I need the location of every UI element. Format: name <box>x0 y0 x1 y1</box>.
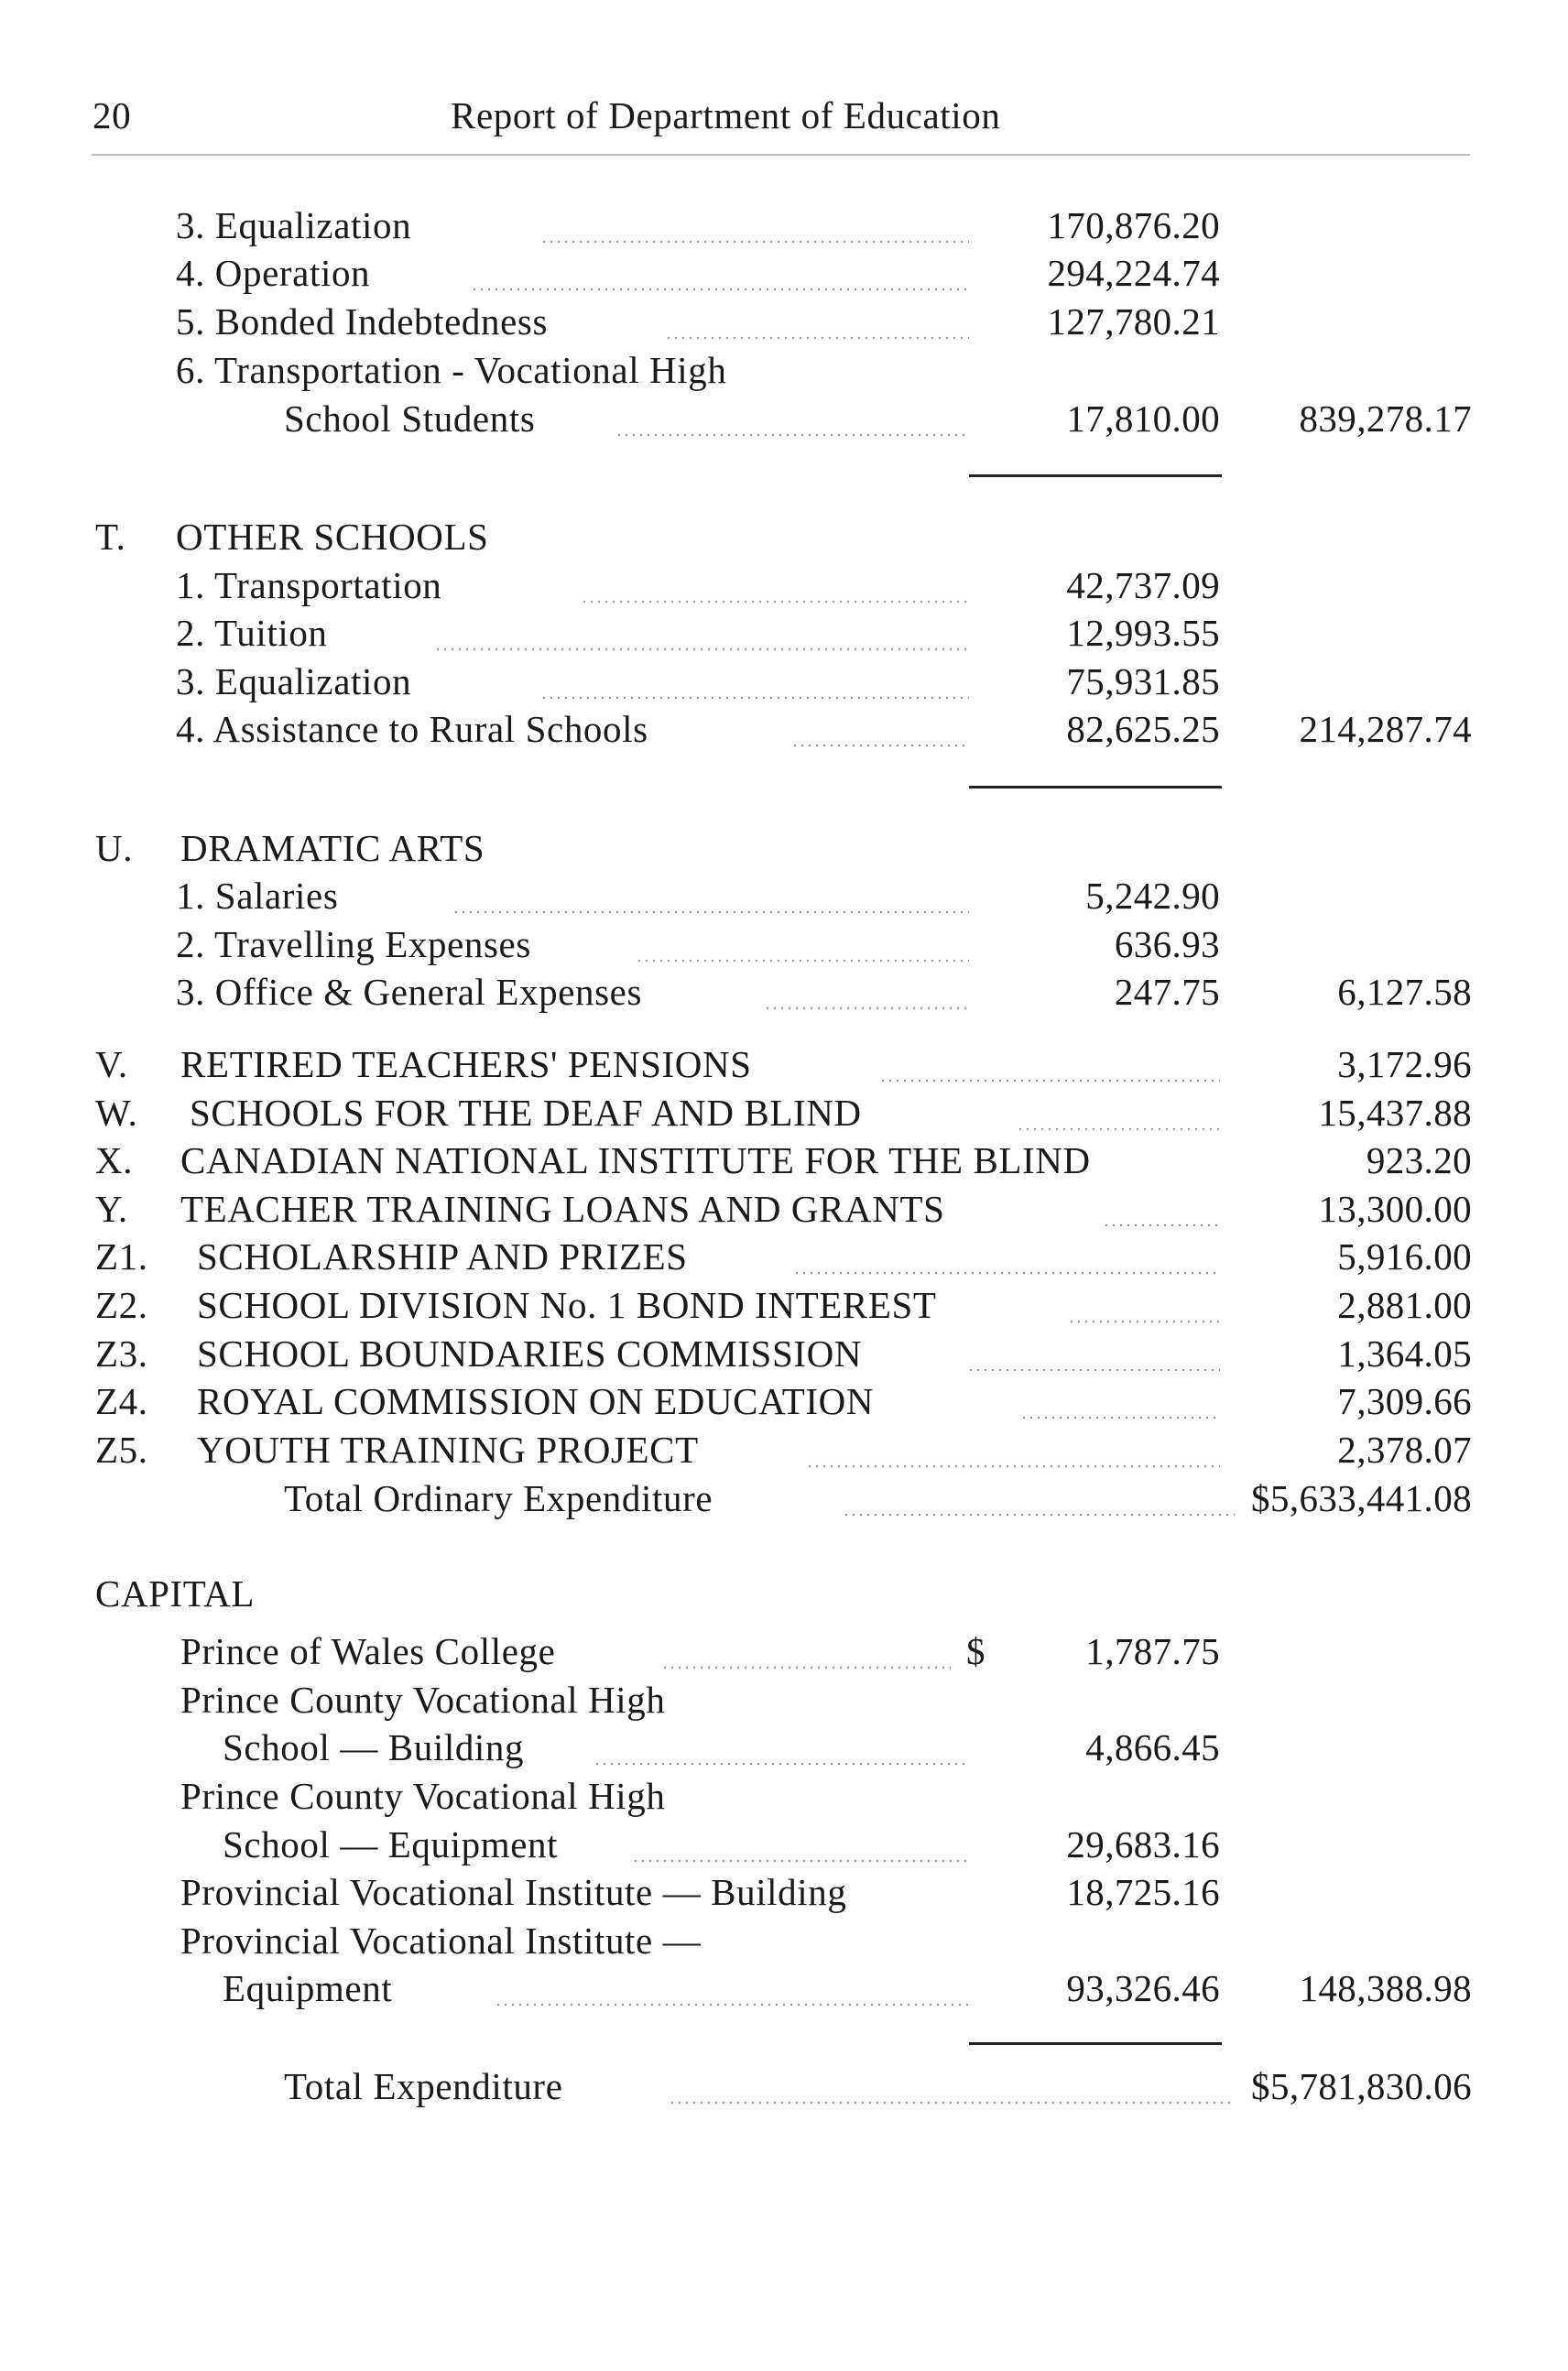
section-label: CANADIAN NATIONAL INSTITUTE FOR THE BLIND <box>180 1139 1091 1181</box>
section-letter: Z5. <box>95 1429 148 1471</box>
section-letter: X. <box>95 1139 134 1181</box>
leader-dots <box>806 1464 1220 1468</box>
line-item-label: School Students <box>284 397 536 440</box>
section-heading: OTHER SCHOOLS <box>176 516 489 558</box>
leader-dots <box>593 1762 969 1766</box>
leader-dots <box>661 1666 951 1669</box>
capital-item-label: Provincial Vocational Institute — <box>180 1920 702 1962</box>
leader-dots <box>669 2101 1235 2105</box>
leader-dots <box>967 1368 1220 1372</box>
line-item-amount: 5,242.90 <box>1085 875 1220 917</box>
capital-item-amount: 93,326.46 <box>1066 1967 1220 2009</box>
total-expenditure-amount: $5,781,830.06 <box>1251 2065 1472 2107</box>
line-item-label: 1. Salaries <box>176 875 339 917</box>
total-expenditure-label: Total Expenditure <box>284 2065 563 2107</box>
section-label: SCHOOLS FOR THE DEAF AND BLIND <box>190 1092 862 1134</box>
section-letter: Y. <box>95 1188 128 1230</box>
subtotal-rule <box>969 2042 1222 2045</box>
leader-dots <box>665 336 969 340</box>
capital-item-label: Prince of Wales College <box>180 1630 556 1672</box>
line-item-label: 4. Assistance to Rural Schools <box>176 708 648 750</box>
line-item-label: 5. Bonded Indebtedness <box>176 300 549 343</box>
capital-item-amount: 1,787.75 <box>1085 1630 1220 1672</box>
section-amount: 15,437.88 <box>1318 1092 1472 1134</box>
section-letter: U. <box>95 827 134 869</box>
line-item-amount: 82,625.25 <box>1066 708 1220 750</box>
leader-dots <box>791 744 969 747</box>
section-label: ROYAL COMMISSION ON EDUCATION <box>197 1380 875 1422</box>
leader-dots <box>1103 1224 1220 1227</box>
section-amount: 2,881.00 <box>1337 1284 1472 1326</box>
section-label: SCHOOL DIVISION No. 1 BOND INTEREST <box>197 1284 937 1326</box>
leader-dots <box>1068 1320 1220 1323</box>
dollar-sign: $ <box>966 1630 986 1672</box>
line-item-label: 3. Office & General Expenses <box>176 971 642 1013</box>
leader-dots <box>843 1513 1235 1517</box>
line-item-label: 3. Equalization <box>176 660 412 702</box>
line-item-label: 6. Transportation - Vocational High <box>176 349 727 391</box>
leader-dots <box>879 1079 1220 1082</box>
line-item-amount: 170,876.20 <box>1047 204 1220 246</box>
leader-dots <box>636 959 969 963</box>
line-item-label: 1. Transportation <box>176 564 442 606</box>
capital-item-amount: 29,683.16 <box>1066 1823 1220 1865</box>
section-label: YOUTH TRAINING PROJECT <box>197 1429 699 1471</box>
capital-item-label: Prince County Vocational High <box>180 1775 666 1817</box>
leader-dots <box>1017 1127 1220 1131</box>
leader-dots <box>471 288 969 291</box>
line-item-amount: 42,737.09 <box>1066 564 1220 606</box>
header-divider <box>92 154 1470 156</box>
total-ordinary-label: Total Ordinary Expenditure <box>284 1477 713 1519</box>
page-title: Report of Department of Education <box>451 94 1001 136</box>
page-number: 20 <box>93 94 132 136</box>
capital-total: 148,388.98 <box>1299 1967 1472 2009</box>
section-label: SCHOLARSHIP AND PRIZES <box>197 1235 688 1278</box>
section-letter: W. <box>95 1092 138 1134</box>
section-letter: Z3. <box>95 1332 148 1375</box>
leader-dots <box>581 600 969 604</box>
leader-dots <box>793 1271 1220 1275</box>
section-label: RETIRED TEACHERS' PENSIONS <box>180 1043 752 1085</box>
capital-item-amount: 18,725.16 <box>1066 1871 1220 1913</box>
line-item-amount: 12,993.55 <box>1066 612 1220 654</box>
leader-dots <box>434 647 969 651</box>
leader-dots <box>632 1859 969 1863</box>
section-amount: 3,172.96 <box>1337 1043 1472 1085</box>
capital-item-label: Prince County Vocational High <box>180 1679 666 1721</box>
section-letter: Z1. <box>95 1235 148 1278</box>
line-item-label: 2. Travelling Expenses <box>176 923 531 965</box>
section-amount: 2,378.07 <box>1337 1429 1472 1471</box>
section-letter: V. <box>95 1043 128 1085</box>
section-label: TEACHER TRAINING LOANS AND GRANTS <box>180 1188 945 1230</box>
total-ordinary-amount: $5,633,441.08 <box>1251 1477 1472 1519</box>
section-amount: 923.20 <box>1366 1139 1472 1181</box>
capital-heading: CAPITAL <box>95 1572 256 1615</box>
leader-dots <box>495 2003 969 2007</box>
section-letter: T. <box>95 516 126 558</box>
capital-item-label: School — Building <box>223 1726 525 1768</box>
section-amount: 1,364.05 <box>1337 1332 1472 1375</box>
section-amount: 5,916.00 <box>1337 1235 1472 1278</box>
line-item-label: 3. Equalization <box>176 204 412 246</box>
leader-dots <box>540 240 969 244</box>
leader-dots <box>615 433 969 437</box>
section-total: 839,278.17 <box>1299 397 1472 440</box>
capital-item-label: Provincial Vocational Institute — Building <box>180 1871 847 1913</box>
line-item-amount: 75,931.85 <box>1066 660 1220 702</box>
section-letter: Z4. <box>95 1380 148 1422</box>
line-item-amount: 17,810.00 <box>1066 397 1220 440</box>
capital-item-label: School — Equipment <box>223 1823 559 1865</box>
line-item-amount: 636.93 <box>1114 923 1220 965</box>
section-amount: 13,300.00 <box>1318 1188 1472 1230</box>
leader-dots <box>452 910 969 914</box>
leader-dots <box>1020 1416 1220 1419</box>
line-item-amount: 294,224.74 <box>1047 252 1220 294</box>
section-heading: DRAMATIC ARTS <box>180 827 485 869</box>
line-item-amount: 127,780.21 <box>1047 300 1220 343</box>
subtotal-rule <box>969 786 1222 789</box>
section-label: SCHOOL BOUNDARIES COMMISSION <box>197 1332 863 1375</box>
line-item-label: 4. Operation <box>176 252 371 294</box>
capital-item-amount: 4,866.45 <box>1085 1726 1220 1768</box>
section-total: 6,127.58 <box>1337 971 1472 1013</box>
line-item-label: 2. Tuition <box>176 612 328 654</box>
leader-dots <box>540 696 969 700</box>
leader-dots <box>764 1006 969 1010</box>
section-total: 214,287.74 <box>1299 708 1472 750</box>
subtotal-rule <box>969 474 1222 477</box>
capital-item-label: Equipment <box>223 1967 393 2009</box>
section-amount: 7,309.66 <box>1337 1380 1472 1422</box>
section-letter: Z2. <box>95 1284 148 1326</box>
line-item-amount: 247.75 <box>1114 971 1220 1013</box>
